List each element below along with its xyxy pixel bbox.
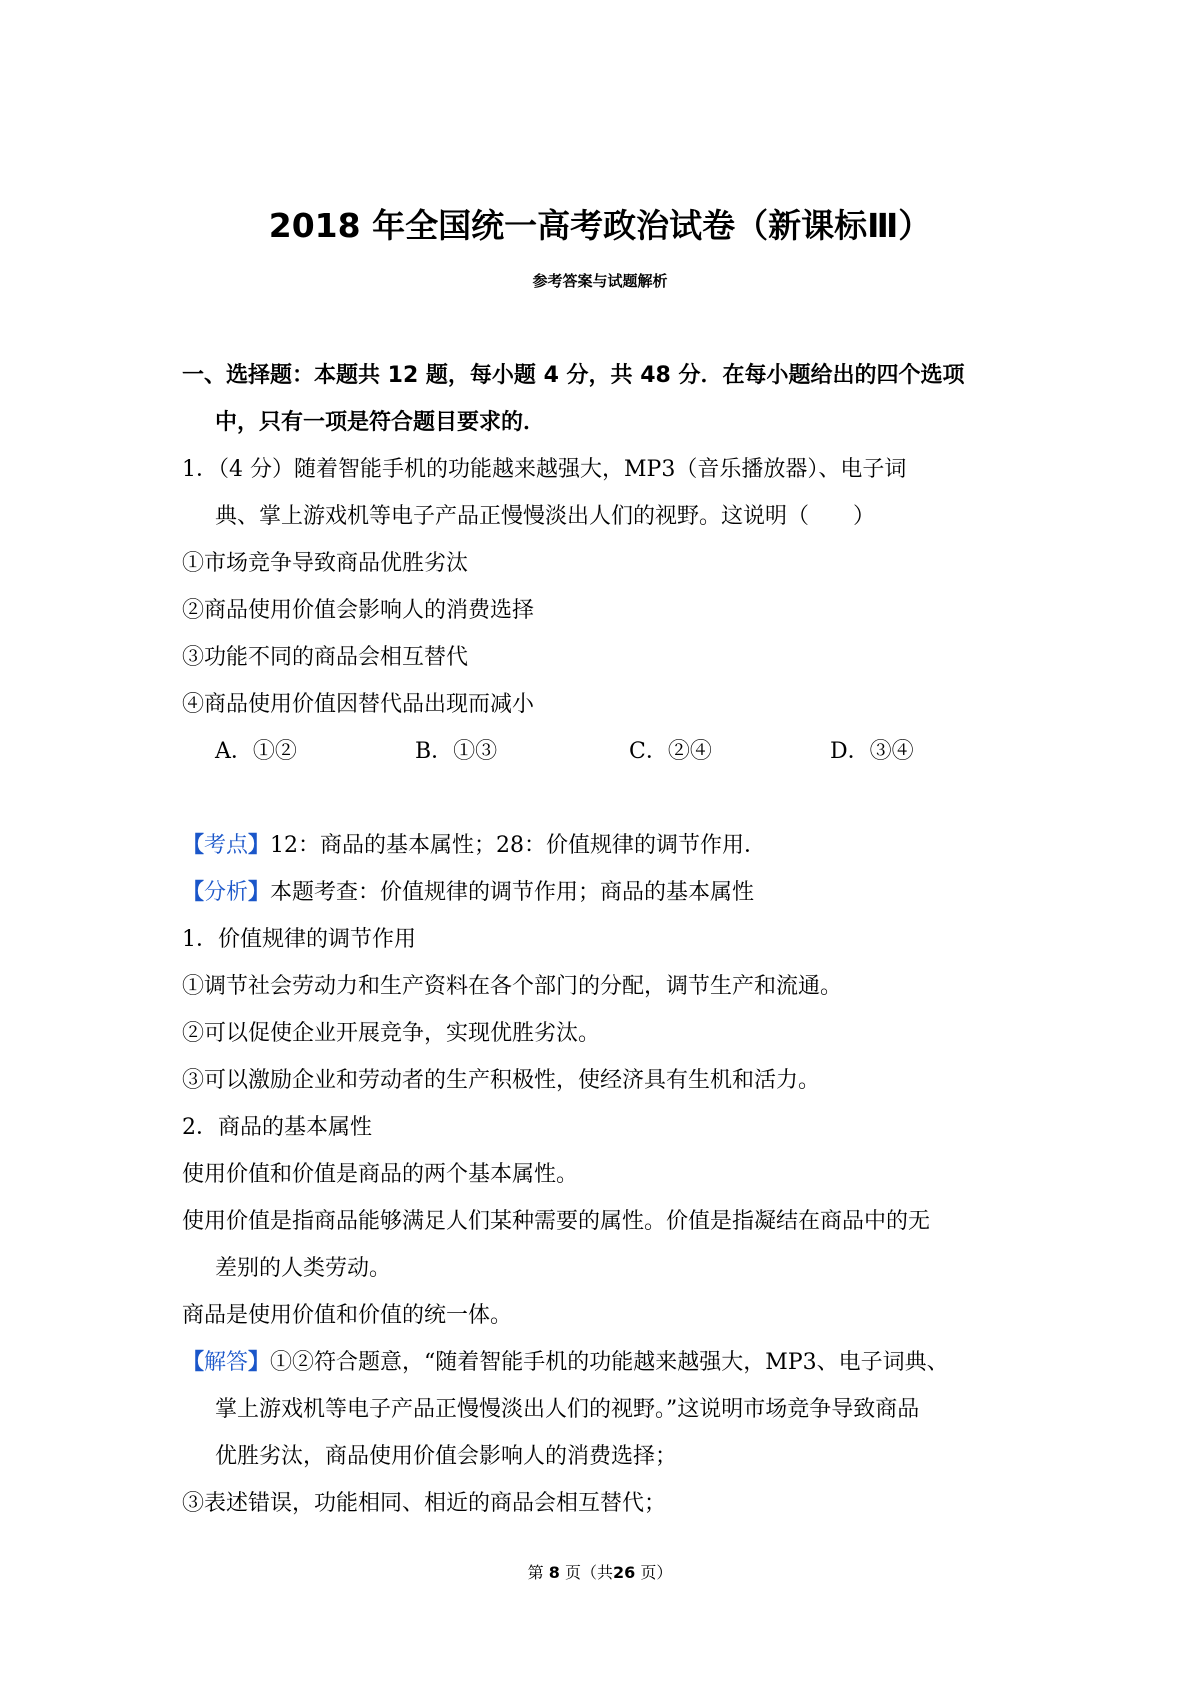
question-stem-line-2: 典、掌上游戏机等电子产品正慢慢淡出人们的视野。这说明（ ）: [215, 504, 876, 529]
section-heading-line-2: 中，只有一项是符合题目要求的．: [215, 410, 546, 435]
option-d: D．③④: [830, 739, 914, 764]
answer-options: [182, 728, 1042, 775]
kaodian-close-bracket: 】: [248, 832, 271, 858]
page-title: 2018 年全国统一高考政治试卷（新课标Ⅲ）: [268, 206, 932, 245]
fenxi-text: 本题考查：价值规律的调节作用；商品的基本属性: [270, 880, 755, 905]
option-a: A．①②: [215, 739, 297, 764]
jieda-open-bracket: 【: [182, 1349, 205, 1375]
jieda-close-bracket: 】: [248, 1349, 271, 1375]
fenxi-item-6: 使用价值和价值是商品的两个基本属性。: [182, 1162, 579, 1187]
kaodian-open-bracket: 【: [182, 832, 205, 858]
statement-4: ④商品使用价值因替代品出现而减小: [182, 692, 535, 717]
fenxi-item-7: 使用价值是指商品能够满足人们某种需要的属性。价值是指凝结在商品中的无: [182, 1209, 931, 1234]
jieda-line-4: ③表述错误，功能相同、相近的商品会相互替代；: [182, 1491, 667, 1516]
page-subtitle: 参考答案与试题解析: [532, 272, 668, 290]
option-b: B．①③: [415, 739, 498, 764]
question-stem-line-1: 1．（4 分）随着智能手机的功能越来越强大，MP3（音乐播放器）、电子词: [182, 457, 907, 482]
content-body: [182, 352, 1042, 1527]
footer-prefix: 第: [527, 1563, 544, 1582]
kaodian-label: 考点: [204, 833, 249, 858]
kaodian-line: [182, 822, 1042, 869]
jieda-text-1: ①②符合题意，“随着智能手机的功能越来越强大，MP3、电子词典、: [270, 1350, 949, 1375]
footer-suffix: 页）: [640, 1563, 673, 1582]
fenxi-item-4: ③可以激励企业和劳动者的生产积极性，使经济具有生机和活力。: [182, 1068, 821, 1093]
footer-page-number: 8: [548, 1563, 560, 1582]
fenxi-item-3: ②可以促使企业开展竞争，实现优胜劣汰。: [182, 1021, 601, 1046]
fenxi-item-5: 2．商品的基本属性: [182, 1115, 372, 1140]
statement-3: ③功能不同的商品会相互替代: [182, 645, 469, 670]
jieda-line-1: [182, 1339, 1042, 1386]
fenxi-item-9: 商品是使用价值和价值的统一体。: [182, 1303, 513, 1328]
footer-mid: 页（共: [564, 1563, 613, 1582]
statement-2: ②商品使用价值会影响人的消费选择: [182, 598, 535, 623]
spacer: [182, 775, 1042, 822]
footer-total-pages: 26: [612, 1563, 636, 1582]
fenxi-item-2: ①调节社会劳动力和生产资料在各个部门的分配，调节生产和流通。: [182, 974, 843, 999]
fenxi-item-1: 1．价值规律的调节作用: [182, 927, 416, 952]
jieda-line-2: 掌上游戏机等电子产品正慢慢淡出人们的视野。”这说明市场竞争导致商品: [215, 1397, 920, 1422]
section-heading-line-1: 一、选择题：本题共 12 题，每小题 4 分，共 48 分．在每小题给出的四个选项: [182, 363, 965, 388]
fenxi-close-bracket: 】: [248, 879, 271, 905]
fenxi-open-bracket: 【: [182, 879, 205, 905]
kaodian-text: 12：商品的基本属性；28：价值规律的调节作用．: [270, 833, 767, 858]
fenxi-label: 分析: [204, 880, 249, 905]
fenxi-item-8: 差别的人类劳动。: [215, 1256, 392, 1281]
fenxi-line: [182, 869, 1042, 916]
statement-1: ①市场竞争导致商品优胜劣汰: [182, 551, 469, 576]
page-footer: [0, 1560, 1200, 1583]
jieda-label: 解答: [204, 1350, 249, 1375]
jieda-line-3: 优胜劣汰，商品使用价值会影响人的消费选择；: [215, 1444, 678, 1469]
option-c: C．②④: [629, 739, 712, 764]
